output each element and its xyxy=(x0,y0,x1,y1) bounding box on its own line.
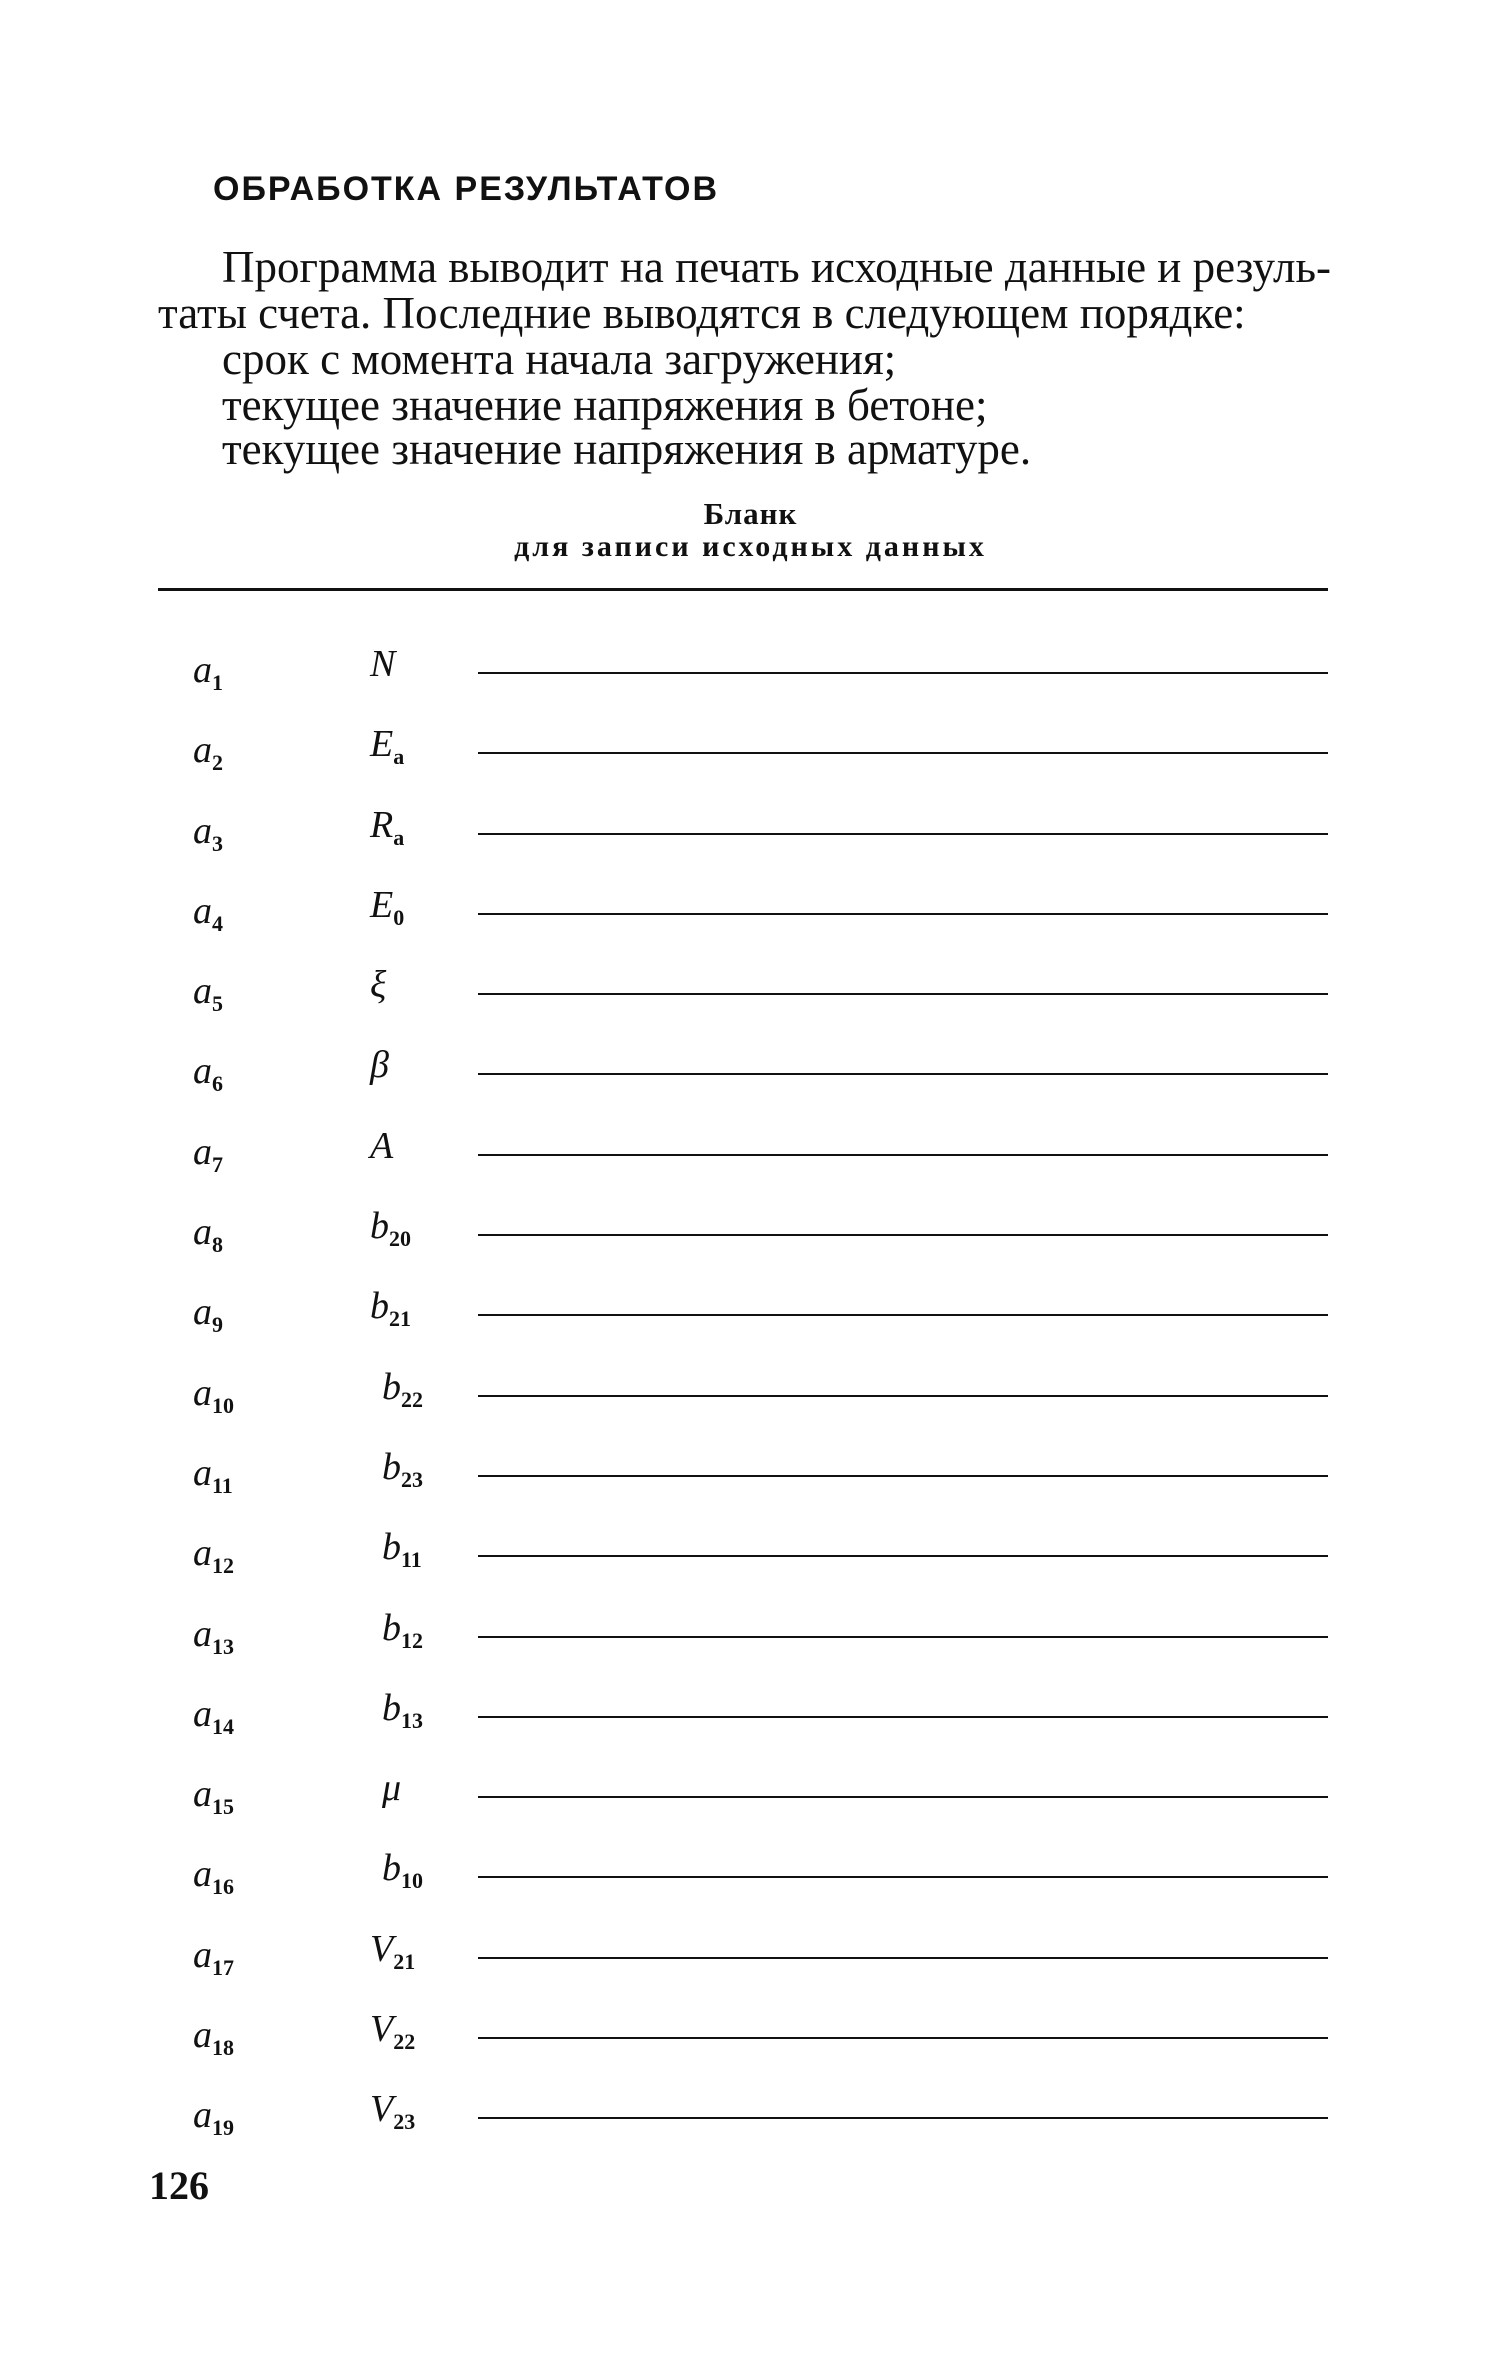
row-variable-index: 2 xyxy=(212,750,223,776)
row-parameter-symbol: E xyxy=(370,883,394,926)
paragraph-item-3: текущее значение напряжения в арматуре. xyxy=(222,424,1032,474)
row-variable-symbol: a xyxy=(193,729,212,772)
row-variable xyxy=(193,969,223,1017)
row-variable xyxy=(193,1451,233,1499)
row-variable-index: 8 xyxy=(212,1232,223,1258)
row-variable-symbol: a xyxy=(193,1050,212,1093)
form-row xyxy=(0,941,1501,1021)
form-title: Бланк xyxy=(703,496,798,531)
row-variable xyxy=(193,1692,234,1740)
row-entry-line[interactable] xyxy=(478,1796,1328,1798)
row-variable-symbol: a xyxy=(193,1933,212,1976)
row-variable xyxy=(193,889,223,937)
row-variable-symbol: a xyxy=(193,2094,212,2137)
row-parameter xyxy=(370,2087,415,2135)
row-parameter xyxy=(382,1686,423,1734)
form-row xyxy=(0,1744,1501,1824)
form-row xyxy=(0,2065,1501,2145)
row-entry-line[interactable] xyxy=(478,1234,1328,1236)
row-variable-index: 17 xyxy=(212,1954,234,1980)
row-parameter-subscript: 0 xyxy=(393,904,405,930)
form-row xyxy=(0,1503,1501,1583)
row-parameter-subscript: 23 xyxy=(393,2109,416,2135)
row-parameter-subscript: 20 xyxy=(389,1226,411,1252)
row-variable-index: 1 xyxy=(212,670,223,695)
row-variable-symbol: a xyxy=(193,1532,212,1575)
row-variable-symbol: a xyxy=(193,1853,212,1896)
row-variable xyxy=(193,1210,223,1258)
row-parameter-subscript: 23 xyxy=(401,1466,423,1492)
row-variable-index: 4 xyxy=(212,910,223,936)
row-variable xyxy=(193,1772,234,1820)
row-variable-index: 15 xyxy=(212,1794,234,1820)
row-entry-line[interactable] xyxy=(478,913,1328,915)
row-entry-line[interactable] xyxy=(478,1716,1328,1718)
row-parameter-symbol: R xyxy=(370,803,394,846)
row-variable-index: 6 xyxy=(212,1071,223,1097)
form-row xyxy=(0,1584,1501,1664)
form-row xyxy=(0,1664,1501,1744)
row-entry-line[interactable] xyxy=(478,1876,1328,1878)
row-parameter-symbol: N xyxy=(370,643,396,685)
row-variable-symbol: a xyxy=(193,809,212,852)
row-parameter xyxy=(370,883,404,931)
row-parameter-symbol: μ xyxy=(382,1767,402,1810)
row-variable xyxy=(193,1130,223,1178)
row-parameter-subscript: 21 xyxy=(389,1306,411,1332)
paragraph-item-1: срок с момента начала загружения; xyxy=(222,334,897,384)
form-row xyxy=(0,1343,1501,1423)
row-parameter-symbol: b xyxy=(382,1365,401,1408)
row-variable-symbol: a xyxy=(193,2014,212,2057)
row-parameter-symbol: V xyxy=(370,1927,394,1970)
form-row xyxy=(0,1905,1501,1985)
row-parameter xyxy=(370,803,404,851)
row-parameter-subscript: 22 xyxy=(393,2029,416,2055)
form-row xyxy=(0,1423,1501,1503)
row-variable xyxy=(193,648,223,696)
row-variable-symbol: a xyxy=(193,1371,212,1414)
paragraph-line-1: Программа выводит на печать исходные данные и резуль- xyxy=(222,242,1331,292)
row-variable xyxy=(193,1049,223,1097)
row-parameter xyxy=(370,1204,411,1252)
row-entry-line[interactable] xyxy=(478,1957,1328,1959)
row-variable xyxy=(193,2013,234,2061)
row-variable xyxy=(193,2093,234,2141)
row-parameter xyxy=(370,1124,393,1172)
row-parameter xyxy=(382,1525,422,1573)
paragraph-item-2: текущее значение напряжения в бетоне; xyxy=(222,380,988,430)
row-parameter xyxy=(370,1043,389,1091)
page-number: 126 xyxy=(149,2163,209,2208)
row-variable-symbol: a xyxy=(193,1291,212,1334)
row-variable xyxy=(193,1933,234,1981)
row-variable-index: 3 xyxy=(212,830,223,856)
row-parameter-subscript: 11 xyxy=(401,1547,422,1573)
row-parameter-symbol: b xyxy=(382,1847,401,1890)
row-variable-index: 11 xyxy=(212,1472,233,1498)
row-parameter-symbol: b xyxy=(382,1606,401,1649)
row-variable-symbol: a xyxy=(193,1211,212,1254)
row-variable-index: 16 xyxy=(212,1874,234,1900)
row-variable-index: 14 xyxy=(212,1713,234,1739)
row-parameter-subscript: 13 xyxy=(401,1707,423,1733)
row-variable-symbol: a xyxy=(193,1130,212,1173)
row-entry-line[interactable] xyxy=(478,833,1328,835)
row-parameter xyxy=(370,2007,415,2055)
row-variable-symbol: a xyxy=(193,1692,212,1735)
form-rows xyxy=(0,620,1501,2146)
row-variable xyxy=(193,1852,234,1900)
row-parameter-symbol: ξ xyxy=(370,964,387,1007)
form-row xyxy=(0,620,1501,700)
row-parameter-symbol: b xyxy=(382,1526,401,1569)
row-parameter-subscript: 10 xyxy=(401,1868,423,1894)
row-entry-line[interactable] xyxy=(478,1314,1328,1316)
row-parameter-symbol: E xyxy=(370,723,394,766)
row-parameter xyxy=(382,1365,423,1413)
row-parameter xyxy=(382,1445,423,1493)
row-parameter-symbol: V xyxy=(370,2008,394,2051)
row-variable xyxy=(193,728,223,776)
row-entry-line[interactable] xyxy=(478,1475,1328,1477)
row-entry-line[interactable] xyxy=(478,2037,1328,2039)
row-variable-index: 19 xyxy=(212,2115,234,2141)
row-parameter xyxy=(382,1606,423,1654)
form-row xyxy=(0,861,1501,941)
paragraph-line-2: таты счета. Последние выводятся в следующем порядке: xyxy=(158,288,1246,338)
row-parameter xyxy=(370,1284,411,1332)
row-variable-index: 18 xyxy=(212,2035,234,2061)
row-parameter xyxy=(382,1766,401,1814)
row-entry-line[interactable] xyxy=(478,1073,1328,1075)
row-entry-line[interactable] xyxy=(478,2117,1328,2119)
form-row xyxy=(0,1262,1501,1342)
row-parameter xyxy=(370,963,386,1011)
row-variable-index: 9 xyxy=(212,1312,223,1338)
row-parameter-subscript: 22 xyxy=(401,1386,423,1412)
row-variable xyxy=(193,809,223,857)
row-variable-index: 5 xyxy=(212,991,223,1017)
row-parameter-subscript: 12 xyxy=(401,1627,423,1653)
form-subtitle: для записи исходных данных xyxy=(514,530,987,563)
row-variable xyxy=(193,1531,234,1579)
row-parameter xyxy=(370,1927,415,1975)
row-variable-symbol: a xyxy=(193,1451,212,1494)
row-variable xyxy=(193,1371,234,1419)
row-variable-symbol: a xyxy=(193,970,212,1013)
row-parameter-symbol: V xyxy=(370,2088,394,2131)
row-parameter-symbol: b xyxy=(370,1205,389,1248)
row-parameter-subscript: a xyxy=(393,744,405,770)
row-variable xyxy=(193,1290,223,1338)
form-top-rule xyxy=(158,588,1328,591)
row-entry-line[interactable] xyxy=(478,1154,1328,1156)
row-variable-symbol: a xyxy=(193,649,212,691)
row-variable-symbol: a xyxy=(193,1773,212,1816)
row-entry-line[interactable] xyxy=(478,1395,1328,1397)
form-row xyxy=(0,1021,1501,1101)
row-parameter-symbol: b xyxy=(370,1285,389,1328)
row-variable-index: 10 xyxy=(212,1392,234,1418)
form-row xyxy=(0,1102,1501,1182)
row-variable-index: 7 xyxy=(212,1151,223,1177)
row-variable-index: 12 xyxy=(212,1553,234,1579)
row-parameter xyxy=(370,642,395,690)
row-parameter-symbol: A xyxy=(370,1124,394,1167)
form-row xyxy=(0,1182,1501,1262)
row-entry-line[interactable] xyxy=(478,993,1328,995)
row-parameter xyxy=(370,722,404,770)
row-variable-symbol: a xyxy=(193,889,212,932)
row-variable xyxy=(193,1612,234,1660)
row-entry-line[interactable] xyxy=(478,1555,1328,1557)
row-parameter-symbol: b xyxy=(382,1686,401,1729)
row-parameter-subscript: 21 xyxy=(393,1948,416,1974)
row-variable-symbol: a xyxy=(193,1612,212,1655)
form-row xyxy=(0,1824,1501,1904)
row-entry-line[interactable] xyxy=(478,672,1328,674)
section-title: ОБРАБОТКА РЕЗУЛЬТАТОВ xyxy=(213,170,720,208)
form-row xyxy=(0,1985,1501,2065)
row-parameter xyxy=(382,1846,423,1894)
row-entry-line[interactable] xyxy=(478,752,1328,754)
form-row xyxy=(0,700,1501,780)
row-parameter-symbol: b xyxy=(382,1445,401,1488)
row-entry-line[interactable] xyxy=(478,1636,1328,1638)
row-parameter-symbol: β xyxy=(370,1044,389,1087)
row-parameter-subscript: a xyxy=(393,824,405,850)
row-variable-index: 13 xyxy=(212,1633,234,1659)
form-row xyxy=(0,781,1501,861)
